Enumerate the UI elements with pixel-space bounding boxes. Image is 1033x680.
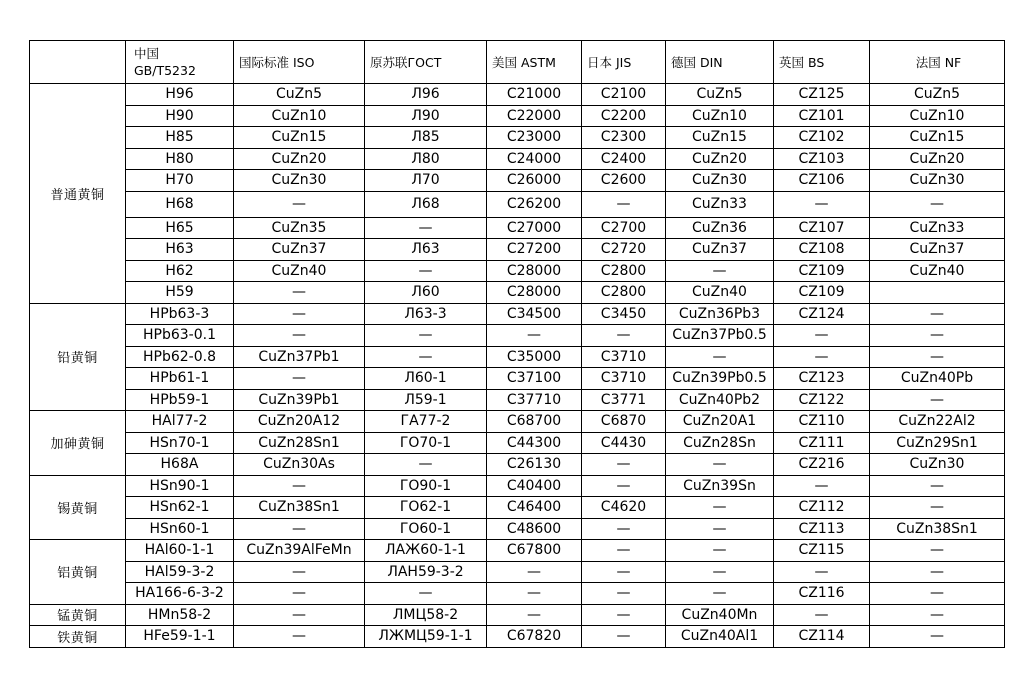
table-cell: —	[666, 561, 774, 583]
table-cell: CuZn30	[870, 170, 1005, 192]
brass-grade-comparison-table	[29, 40, 1005, 648]
table-cell: CuZn36	[666, 217, 774, 239]
table-cell: CZ123	[774, 368, 870, 390]
table-cell: CuZn40	[234, 260, 365, 282]
table-cell: CZ103	[774, 148, 870, 170]
table-body	[30, 84, 1005, 648]
table-cell: —	[774, 561, 870, 583]
table-cell: CZ115	[774, 540, 870, 562]
table-cell: ЛЖМЦ59-1-1	[365, 626, 487, 648]
table-cell: CZ109	[774, 260, 870, 282]
table-cell: H90	[126, 105, 234, 127]
table-cell: Л80	[365, 148, 487, 170]
table-cell: CuZn5	[234, 84, 365, 106]
table-cell: C3710	[582, 346, 666, 368]
table-cell: —	[666, 540, 774, 562]
table-cell: CuZn15	[870, 127, 1005, 149]
table-cell: —	[870, 497, 1005, 519]
table-cell: —	[774, 604, 870, 626]
table-cell: —	[870, 626, 1005, 648]
table-cell: ГО70-1	[365, 432, 487, 454]
table-cell: Л96	[365, 84, 487, 106]
header-cell-group	[30, 41, 126, 84]
header-row	[30, 41, 1005, 84]
table-row	[30, 454, 1005, 476]
header-cell-astm: 美国 ASTM	[487, 41, 582, 84]
table-cell: C35000	[487, 346, 582, 368]
table-cell: CuZn30	[870, 454, 1005, 476]
table-cell: —	[774, 475, 870, 497]
table-cell	[870, 282, 1005, 304]
table-cell: Л90	[365, 105, 487, 127]
table-cell: —	[582, 191, 666, 217]
table-row	[30, 325, 1005, 347]
table-cell: CuZn38Sn1	[870, 518, 1005, 540]
table-cell: —	[870, 346, 1005, 368]
table-row	[30, 475, 1005, 497]
table-cell: —	[870, 389, 1005, 411]
table-cell: HPb62-0.8	[126, 346, 234, 368]
group-label: 普通黄铜	[30, 84, 126, 304]
table-cell: C37100	[487, 368, 582, 390]
table-cell: —	[774, 325, 870, 347]
table-cell: —	[582, 518, 666, 540]
table-cell: C2300	[582, 127, 666, 149]
table-cell: CuZn39Sn	[666, 475, 774, 497]
table-cell: CuZn33	[870, 217, 1005, 239]
table-cell: CuZn33	[666, 191, 774, 217]
table-cell: —	[365, 260, 487, 282]
table-cell: —	[582, 475, 666, 497]
table-row	[30, 368, 1005, 390]
table-cell: C28000	[487, 282, 582, 304]
table-cell: C2800	[582, 260, 666, 282]
table-cell: C48600	[487, 518, 582, 540]
table-row	[30, 105, 1005, 127]
table-cell: —	[234, 282, 365, 304]
table-cell: CuZn38Sn1	[234, 497, 365, 519]
table-cell: —	[870, 475, 1005, 497]
table-cell: —	[487, 325, 582, 347]
table-cell: HSn90-1	[126, 475, 234, 497]
table-cell: —	[234, 561, 365, 583]
table-cell: HPb63-0.1	[126, 325, 234, 347]
table-cell: CuZn15	[666, 127, 774, 149]
header-china-label: 中国	[134, 46, 160, 61]
table-cell: CuZn40Mn	[666, 604, 774, 626]
table-cell: —	[582, 325, 666, 347]
table-cell: ГО90-1	[365, 475, 487, 497]
table-cell: —	[365, 346, 487, 368]
table-cell: C28000	[487, 260, 582, 282]
table-cell: ГА77-2	[365, 411, 487, 433]
table-row	[30, 239, 1005, 261]
table-cell: CZ124	[774, 303, 870, 325]
table-cell: —	[666, 260, 774, 282]
group-label: 加砷黄铜	[30, 411, 126, 476]
table-cell: CuZn39Pb0.5	[666, 368, 774, 390]
table-cell: HSn60-1	[126, 518, 234, 540]
table-cell: HPb61-1	[126, 368, 234, 390]
table-cell: —	[234, 518, 365, 540]
header-cell-jis: 日本 JIS	[582, 41, 666, 84]
table-cell: ЛАН59-3-2	[365, 561, 487, 583]
table-cell: C4620	[582, 497, 666, 519]
table-cell: CuZn28Sn1	[234, 432, 365, 454]
header-cell-iso: 国际标准 ISO	[234, 41, 365, 84]
table-row	[30, 497, 1005, 519]
group-label: 锰黄铜	[30, 604, 126, 626]
table-cell: CuZn39AlFeMn	[234, 540, 365, 562]
table-row	[30, 282, 1005, 304]
table-row	[30, 217, 1005, 239]
table-cell: HA166-6-3-2	[126, 583, 234, 605]
table-cell: CuZn5	[870, 84, 1005, 106]
table-cell: CZ112	[774, 497, 870, 519]
table-cell: C40400	[487, 475, 582, 497]
table-cell: CuZn37	[234, 239, 365, 261]
table-cell: CuZn20	[870, 148, 1005, 170]
table-cell: CuZn30As	[234, 454, 365, 476]
table-cell: HMn58-2	[126, 604, 234, 626]
table-cell: H80	[126, 148, 234, 170]
table-cell: —	[582, 561, 666, 583]
table-cell: H85	[126, 127, 234, 149]
table-row	[30, 411, 1005, 433]
table-cell: HSn62-1	[126, 497, 234, 519]
table-cell: CZ106	[774, 170, 870, 192]
table-cell: C6870	[582, 411, 666, 433]
table-cell: CuZn37Pb1	[234, 346, 365, 368]
table-cell: ГО62-1	[365, 497, 487, 519]
table-cell: Л63-3	[365, 303, 487, 325]
table-cell: CuZn20	[666, 148, 774, 170]
table-cell: —	[582, 626, 666, 648]
table-cell: C2200	[582, 105, 666, 127]
table-cell: C26000	[487, 170, 582, 192]
table-cell: HAl77-2	[126, 411, 234, 433]
table-cell: CZ101	[774, 105, 870, 127]
table-cell: CZ216	[774, 454, 870, 476]
table-row	[30, 148, 1005, 170]
table-row	[30, 583, 1005, 605]
table-cell: C22000	[487, 105, 582, 127]
header-cell-nf: 法国 NF	[870, 41, 1005, 84]
table-cell: HSn70-1	[126, 432, 234, 454]
table-cell: C26130	[487, 454, 582, 476]
table-cell: CuZn40Pb	[870, 368, 1005, 390]
table-cell: H68	[126, 191, 234, 217]
table-cell: C3450	[582, 303, 666, 325]
table-cell: —	[582, 604, 666, 626]
table-cell: C4430	[582, 432, 666, 454]
table-cell: CuZn30	[234, 170, 365, 192]
table-row	[30, 604, 1005, 626]
table-cell: C3710	[582, 368, 666, 390]
table-cell: HFe59-1-1	[126, 626, 234, 648]
table-row	[30, 389, 1005, 411]
table-cell: ЛАЖ60-1-1	[365, 540, 487, 562]
table-cell: HPb59-1	[126, 389, 234, 411]
table-cell: Л85	[365, 127, 487, 149]
table-cell: C26200	[487, 191, 582, 217]
table-cell: —	[870, 583, 1005, 605]
table-cell: C46400	[487, 497, 582, 519]
table-cell: H59	[126, 282, 234, 304]
group-label: 铅黄铜	[30, 303, 126, 411]
table-cell: C34500	[487, 303, 582, 325]
table-cell: C21000	[487, 84, 582, 106]
table-cell: —	[234, 626, 365, 648]
table-cell: CZ110	[774, 411, 870, 433]
table-cell: H70	[126, 170, 234, 192]
table-cell: —	[774, 191, 870, 217]
table-cell: C44300	[487, 432, 582, 454]
table-row	[30, 84, 1005, 106]
table-cell: CuZn40	[870, 260, 1005, 282]
table-cell: CZ122	[774, 389, 870, 411]
table-row	[30, 561, 1005, 583]
table-cell: —	[582, 583, 666, 605]
table-row	[30, 191, 1005, 217]
table-row	[30, 346, 1005, 368]
table-cell: CuZn10	[234, 105, 365, 127]
table-cell: CuZn40Pb2	[666, 389, 774, 411]
table-cell: CuZn30	[666, 170, 774, 192]
table-row	[30, 303, 1005, 325]
table-cell: CZ102	[774, 127, 870, 149]
table-cell: HAl59-3-2	[126, 561, 234, 583]
table-cell: CuZn28Sn	[666, 432, 774, 454]
table-cell: H63	[126, 239, 234, 261]
table-cell: CZ116	[774, 583, 870, 605]
table-cell: —	[487, 604, 582, 626]
table-cell: C67800	[487, 540, 582, 562]
table-cell: CuZn37	[666, 239, 774, 261]
table-cell: C37710	[487, 389, 582, 411]
table-cell: CuZn40Al1	[666, 626, 774, 648]
table-cell: H65	[126, 217, 234, 239]
header-china-standard: GB/T5232	[134, 63, 196, 78]
table-cell: —	[582, 454, 666, 476]
table-row	[30, 127, 1005, 149]
table-cell: —	[234, 303, 365, 325]
table-cell: CuZn22Al2	[870, 411, 1005, 433]
table-cell: HPb63-3	[126, 303, 234, 325]
table-cell: —	[234, 368, 365, 390]
table-cell: CuZn20A1	[666, 411, 774, 433]
table-cell: —	[870, 303, 1005, 325]
table-cell: C67820	[487, 626, 582, 648]
table-cell: —	[666, 346, 774, 368]
table-cell: C27200	[487, 239, 582, 261]
table-cell: C2600	[582, 170, 666, 192]
header-cell-gost: 原苏联ГОСТ	[365, 41, 487, 84]
table-cell: C68700	[487, 411, 582, 433]
table-cell: C2800	[582, 282, 666, 304]
table-cell: HAl60-1-1	[126, 540, 234, 562]
table-cell: CuZn10	[870, 105, 1005, 127]
table-cell: Л70	[365, 170, 487, 192]
table-cell: —	[234, 583, 365, 605]
table-cell: CuZn29Sn1	[870, 432, 1005, 454]
table-cell: ГО60-1	[365, 518, 487, 540]
table-cell: —	[666, 454, 774, 476]
table-row	[30, 260, 1005, 282]
table-cell: —	[487, 583, 582, 605]
table-cell: —	[365, 583, 487, 605]
table-cell: ЛМЦ58-2	[365, 604, 487, 626]
table-row	[30, 518, 1005, 540]
table-cell: CuZn15	[234, 127, 365, 149]
table-row	[30, 432, 1005, 454]
table-cell: CuZn35	[234, 217, 365, 239]
table-cell: Л63	[365, 239, 487, 261]
table-cell: —	[870, 191, 1005, 217]
table-row	[30, 626, 1005, 648]
table-cell: CZ108	[774, 239, 870, 261]
table-cell: —	[365, 325, 487, 347]
table-cell: —	[870, 540, 1005, 562]
table-cell: —	[234, 191, 365, 217]
table-cell: CZ114	[774, 626, 870, 648]
table-cell: CuZn20A12	[234, 411, 365, 433]
table-cell: —	[365, 217, 487, 239]
table-cell: CZ113	[774, 518, 870, 540]
table-cell: C2100	[582, 84, 666, 106]
table-cell: —	[666, 518, 774, 540]
table-row	[30, 170, 1005, 192]
table-cell: CuZn37Pb0.5	[666, 325, 774, 347]
table-cell: CuZn20	[234, 148, 365, 170]
table-cell: —	[870, 325, 1005, 347]
group-label: 锡黄铜	[30, 475, 126, 540]
header-cell-bs: 英国 BS	[774, 41, 870, 84]
table-cell: —	[365, 454, 487, 476]
table-cell: Л59-1	[365, 389, 487, 411]
table-cell: CuZn37	[870, 239, 1005, 261]
table-cell: Л60-1	[365, 368, 487, 390]
table-cell: CZ109	[774, 282, 870, 304]
table-cell: C2720	[582, 239, 666, 261]
table-cell: C24000	[487, 148, 582, 170]
table-cell: —	[870, 604, 1005, 626]
table-cell: CZ125	[774, 84, 870, 106]
table-cell: CuZn5	[666, 84, 774, 106]
table-cell: Л60	[365, 282, 487, 304]
table-cell: CuZn10	[666, 105, 774, 127]
table-cell: H62	[126, 260, 234, 282]
table-cell: C2400	[582, 148, 666, 170]
table-cell: C2700	[582, 217, 666, 239]
table-cell: —	[234, 475, 365, 497]
table-cell: C27000	[487, 217, 582, 239]
table-cell: C23000	[487, 127, 582, 149]
table-cell: —	[234, 604, 365, 626]
table-cell: H96	[126, 84, 234, 106]
table-cell: —	[487, 561, 582, 583]
table-cell: —	[666, 497, 774, 519]
table-cell: —	[666, 583, 774, 605]
table-cell: CuZn36Pb3	[666, 303, 774, 325]
group-label: 铝黄铜	[30, 540, 126, 605]
table-cell: Л68	[365, 191, 487, 217]
header-cell-china-gb	[126, 41, 234, 84]
table-cell: C3771	[582, 389, 666, 411]
table-cell: —	[870, 561, 1005, 583]
table-cell: H68A	[126, 454, 234, 476]
table-cell: CuZn40	[666, 282, 774, 304]
table-cell: —	[582, 540, 666, 562]
table-cell: —	[234, 325, 365, 347]
table-cell: —	[774, 346, 870, 368]
group-label: 铁黄铜	[30, 626, 126, 648]
table-cell: CuZn39Pb1	[234, 389, 365, 411]
table-row	[30, 540, 1005, 562]
table-cell: CZ111	[774, 432, 870, 454]
header-cell-din: 德国 DIN	[666, 41, 774, 84]
table-cell: CZ107	[774, 217, 870, 239]
